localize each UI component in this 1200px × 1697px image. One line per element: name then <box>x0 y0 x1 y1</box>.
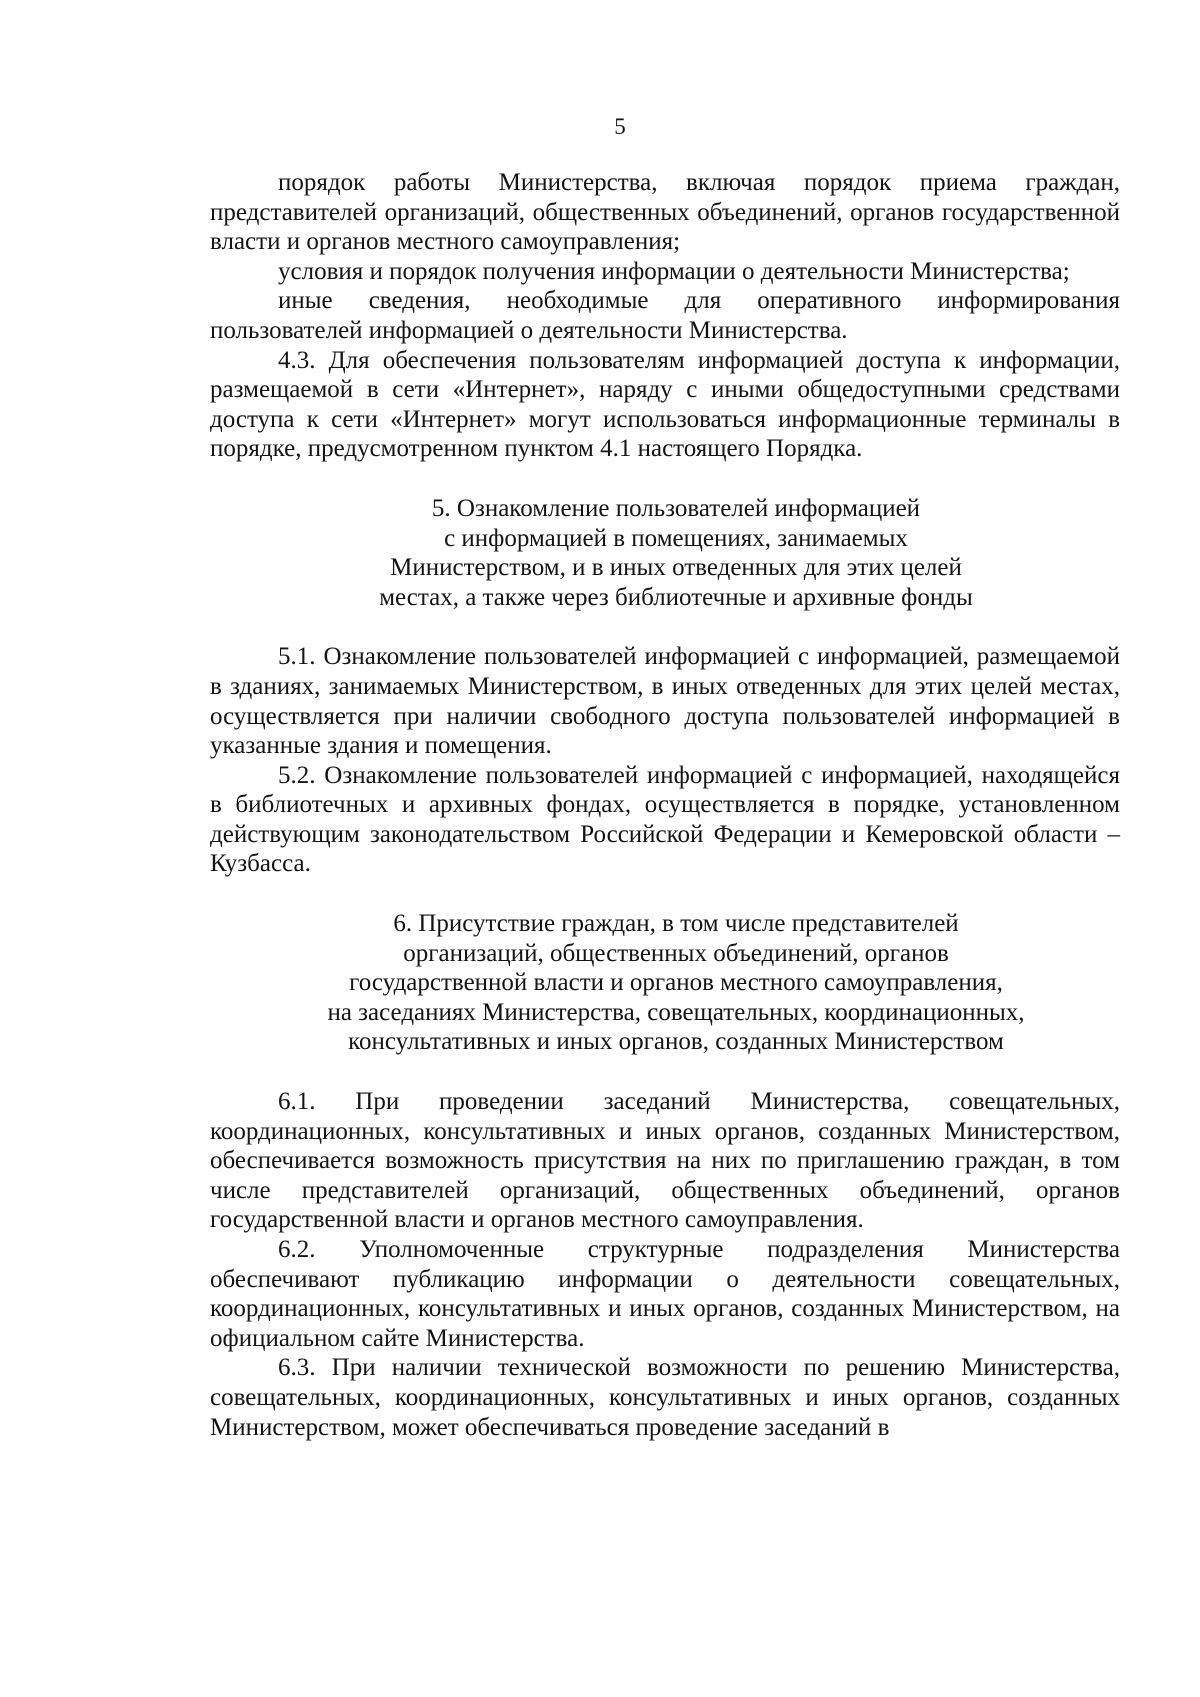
heading-line: консультативных и иных органов, созданных Министерством <box>348 1028 1004 1056</box>
paragraph-access-conditions: условия и порядок получения информации о деятельности Министерства; <box>278 257 1070 285</box>
paragraph-6-3: 6.3. При наличии технической возможности по решению Министерства, совещательных, координационных, консультативных и иных органов, созданных Министерством, может обеспечиваться проведение заседаний в <box>210 1354 1120 1441</box>
paragraph-6-1: 6.1. При проведении заседаний Министерства, совещательных, координационных, консультативных и иных органов, созданных Министерством, обеспечивается возможность присутствия на них по приглашению граждан, в том числе представителей организаций, общественных объединений, органов государственной власти и органов местного самоуправления. <box>210 1088 1120 1234</box>
paragraph-4-3: 4.3. Для обеспечения пользователям информацией доступа к информации, размещаемой в сети «Интернет», наряду с иными общедоступными средствами доступа к сети «Интернет» могут использоваться информационные терминалы в порядке, предусмотренном пунктом 4.1 настоящего Порядка. <box>210 346 1120 463</box>
paragraph-other-information: иные сведения, необходимые для оперативного информирования пользователей информацией о деятельности Министерства. <box>210 287 1120 344</box>
paragraph-6-2: 6.2. Уполномоченные структурные подразделения Министерства обеспечивают публикацию информации о деятельности совещательных, координационных, консультативных и иных органов, созданных Министерством, на официальном сайте Министерства. <box>210 1236 1120 1352</box>
heading-line: Министерством, и в иных отведенных для этих целей <box>390 554 962 582</box>
document-body <box>210 168 1120 1442</box>
heading-line: на заседаниях Министерства, совещательных, координационных, <box>327 998 1025 1026</box>
heading-line: государственной власти и органов местного самоуправления, <box>349 969 1003 997</box>
heading-line: 6. Присутствие граждан, в том числе представителей <box>393 910 959 938</box>
heading-line: с информацией в помещениях, занимаемых <box>444 524 908 552</box>
heading-line: 5. Ознакомление пользователей информацией <box>431 494 921 522</box>
section-heading-6 <box>210 909 1120 1057</box>
heading-line: местах, а также через библиотечные и архивные фонды <box>379 583 973 611</box>
paragraph-work-procedure: порядок работы Министерства, включая порядок приема граждан, представителей организаций, общественных объединений, органов государственной власти и органов местного самоуправления; <box>210 169 1120 256</box>
paragraph-5-1: 5.1. Ознакомление пользователей информацией с информацией, размещаемой в зданиях, занимаемых Министерством, в иных отведенных для этих целей местах, осуществляется при наличии свободного доступа пользователей информацией в указанные здания и помещения. <box>210 643 1120 760</box>
section-heading-5 <box>210 494 1120 612</box>
paragraph-5-2: 5.2. Ознакомление пользователей информацией с информацией, находящейся в библиотечных и архивных фондах, осуществляется в порядке, установленном действующим законодательством Российской Федерации и Кемеровской области – Кузбасса. <box>210 761 1120 878</box>
heading-line: организаций, общественных объединений, органов <box>403 939 949 967</box>
page-number: 5 <box>614 114 626 139</box>
